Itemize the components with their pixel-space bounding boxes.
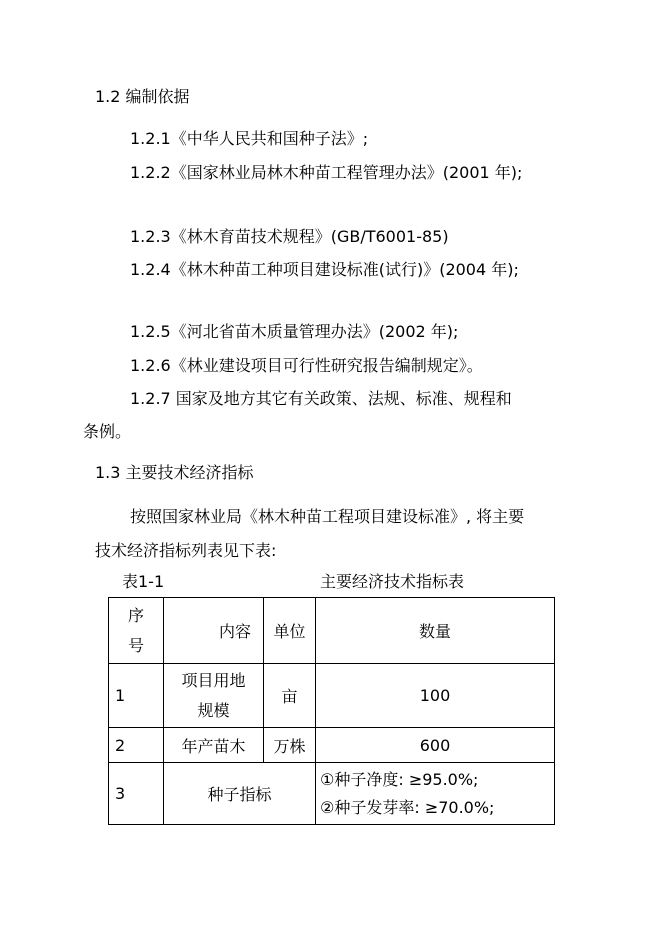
table-row <box>109 728 555 763</box>
row-1-unit: 亩 <box>264 664 316 728</box>
intro-text-line-1: 按照国家林业局《林木种苗工程项目建设标准》, 将主要 <box>130 507 525 526</box>
row-1-content <box>164 664 264 728</box>
table-header-row <box>109 598 555 664</box>
table-label: 表1-1 <box>122 572 165 591</box>
row-1-content-line-2: 规模 <box>197 700 230 720</box>
header-seq-1: 序 <box>127 605 144 625</box>
section-heading-1-3: 1.3 主要技术经济指标 <box>95 463 254 482</box>
table-row <box>109 763 555 825</box>
indicator-table <box>108 597 555 825</box>
basis-item-7: 1.2.7 国家及地方其它有关政策、法规、标准、规程和 <box>130 389 512 408</box>
row-2-quantity: 600 <box>316 728 555 763</box>
section-heading-1-2: 1.2 编制依据 <box>95 87 190 106</box>
row-1-seq: 1 <box>109 664 164 728</box>
basis-item-2: 1.2.2《国家林业局林木种苗工程管理办法》(2001 年); <box>130 163 523 182</box>
intro-text-line-2: 技术经济指标列表见下表: <box>95 541 277 560</box>
basis-item-6: 1.2.6《林业建设项目可行性研究报告编制规定》。 <box>130 356 483 375</box>
row-2-content: 年产苗木 <box>164 728 264 763</box>
header-quantity: 数量 <box>316 598 555 664</box>
header-content: 内容 <box>164 598 264 664</box>
row-3-quantity <box>316 763 555 825</box>
table-row <box>109 664 555 728</box>
basis-item-1: 1.2.1《中华人民共和国种子法》; <box>130 129 369 148</box>
basis-item-3: 1.2.3《林木育苗技术规程》(GB/T6001-85) <box>130 227 449 246</box>
header-seq-2: 号 <box>127 635 144 655</box>
row-3-quantity-line-1: ①种子净度: ≥95.0%; <box>320 769 479 789</box>
row-3-quantity-line-2: ②种子发芽率: ≥70.0%; <box>320 797 495 817</box>
row-1-content-line-1: 项目用地 <box>181 670 246 690</box>
basis-item-5: 1.2.5《河北省苗木质量管理办法》(2002 年); <box>130 322 459 341</box>
basis-item-7-cont: 条例。 <box>83 422 132 441</box>
row-3-seq: 3 <box>109 763 164 825</box>
header-seq <box>109 598 164 664</box>
basis-item-4: 1.2.4《林木种苗工种项目建设标准(试行)》(2004 年); <box>130 260 519 279</box>
row-2-seq: 2 <box>109 728 164 763</box>
row-1-quantity: 100 <box>316 664 555 728</box>
row-3-content: 种子指标 <box>164 763 316 825</box>
table-title: 主要经济技术指标表 <box>320 572 465 591</box>
row-2-unit: 万株 <box>264 728 316 763</box>
header-unit: 单位 <box>264 598 316 664</box>
